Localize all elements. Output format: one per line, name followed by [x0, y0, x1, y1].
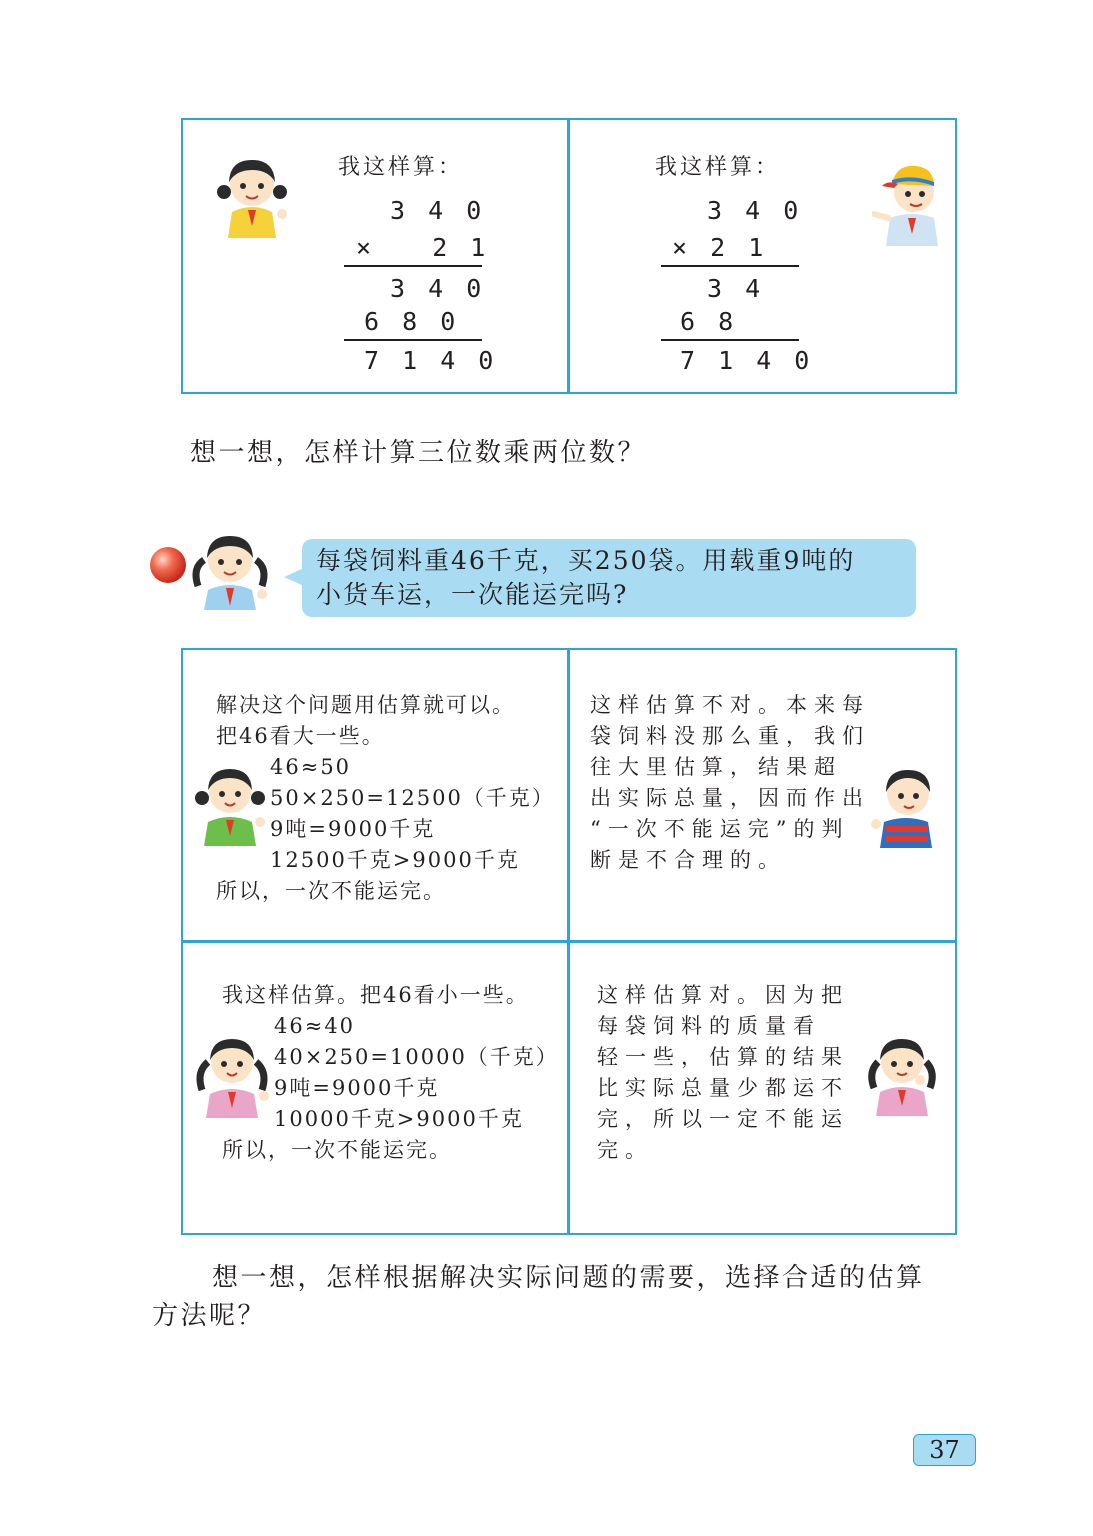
cell-4-line-3: 轻一些，估算的结果: [597, 1045, 849, 1069]
cell-1-line-7: 所以，一次不能运完。: [216, 879, 446, 903]
girl-thinking-illustration: [864, 1030, 940, 1116]
cell-3-line-4: 9吨=9000千克: [274, 1076, 440, 1100]
cell-1-line-5: 9吨=9000千克: [270, 817, 436, 841]
problem-text: [316, 544, 916, 612]
speech-bubble-tail: [284, 568, 304, 586]
girl-pink-illustration: [192, 1030, 272, 1118]
cell-2-line-2: 袋饲料没那么重，我们: [590, 724, 870, 748]
right-calc-rule-1: [661, 265, 799, 267]
left-calc-label: 我这样算：: [338, 155, 464, 180]
page-number: 37: [913, 1434, 976, 1466]
boy-cap-illustration: [872, 158, 952, 246]
question-estimation-method-line-2: 方法呢？: [152, 1301, 267, 1331]
right-calc-partial-1: 3 4: [707, 274, 765, 303]
cell-4-line-5: 完，所以一定不能运: [597, 1107, 849, 1131]
right-calc-rule-2: [661, 339, 799, 341]
cell-2-line-1: 这样估算不对。本来每: [590, 693, 870, 717]
cell-4-line-6: 完。: [597, 1138, 653, 1162]
problem-line-1: 每袋饲料重46千克，买250袋。用载重9吨的: [316, 546, 856, 575]
cell-4-line-1: 这样估算对。因为把: [597, 983, 849, 1007]
cell-2-line-6: 断是不合理的。: [590, 848, 786, 872]
cell-2-line-4: 出实际总量，因而作出: [590, 786, 870, 810]
question-estimation-method-line-1: 想一想，怎样根据解决实际问题的需要，选择合适的估算: [212, 1263, 925, 1293]
right-calc-result: 7 1 4 0: [680, 346, 814, 375]
left-calc-partial-2: 6 8 0: [364, 307, 460, 336]
left-calc-result: 7 1 4 0: [364, 346, 498, 375]
cell-2-line-3: 往大里估算，结果超: [590, 755, 842, 779]
girl-illustration: [212, 152, 292, 238]
cell-4-line-2: 每袋饲料的质量看: [597, 1014, 821, 1038]
left-calc-partial-1: 3 4 0: [390, 274, 486, 303]
cell-3-line-5: 10000千克>9000千克: [274, 1107, 524, 1131]
left-calc-multiplicand: 3 4 0: [390, 196, 486, 225]
cell-3-line-6: 所以，一次不能运完。: [222, 1138, 452, 1162]
right-calc-partial-2: 6 8: [680, 307, 738, 336]
left-calc-multiplier: × 2 1: [356, 233, 490, 262]
boy-illustration: [870, 762, 942, 848]
right-calc-label: 我这样算：: [655, 155, 781, 180]
right-calc-multiplier: × 2 1: [672, 233, 768, 262]
question-three-digit-multiplication: 想一想，怎样计算三位数乘两位数？: [190, 438, 647, 468]
calc-panel-divider: [567, 118, 570, 394]
cell-2-line-5: “一次不能运完”的判: [590, 817, 850, 841]
right-calc-multiplicand: 3 4 0: [707, 196, 803, 225]
red-ball-icon: [148, 545, 188, 585]
cell-1-line-3: 46≈50: [270, 755, 352, 779]
girl-green-illustration: [190, 760, 270, 846]
problem-line-2: 小货车运，一次能运完吗?: [316, 580, 629, 609]
cell-1-line-2: 把46看大一些。: [216, 724, 385, 748]
girl-illustration: [188, 528, 274, 610]
cell-1-line-4: 50×250=12500（千克）: [270, 786, 555, 810]
cell-1-line-1: 解决这个问题用估算就可以。: [216, 693, 515, 717]
grid-horizontal-divider: [181, 940, 957, 943]
cell-4-line-4: 比实际总量少都运不: [597, 1076, 849, 1100]
cell-3-line-2: 46≈40: [274, 1014, 356, 1038]
left-calc-rule-2: [344, 339, 482, 341]
cell-3-line-1: 我这样估算。把46看小一些。: [222, 983, 529, 1007]
left-calc-rule-1: [344, 265, 482, 267]
cell-3-line-3: 40×250=10000（千克）: [274, 1045, 559, 1069]
cell-1-line-6: 12500千克>9000千克: [270, 848, 520, 872]
